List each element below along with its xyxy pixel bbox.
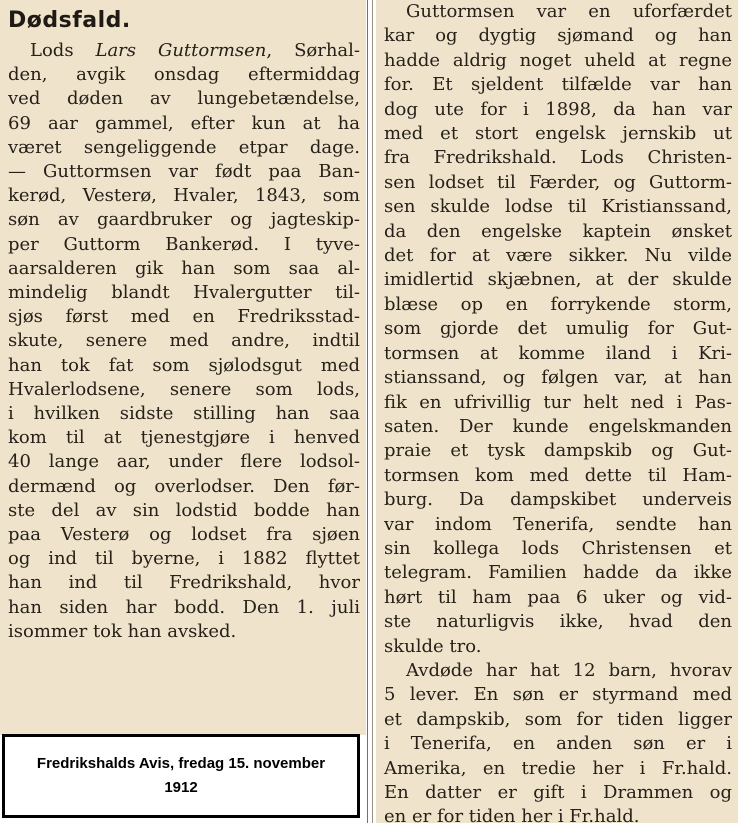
article-headline: Dødsfald. <box>8 8 131 33</box>
text-line: aarsalderen gik han som saa al- <box>8 257 360 279</box>
text-line: imidlertid skjæbnen, at der skulde <box>384 269 732 291</box>
text-line: han ind til Fredrikshald, hvor <box>8 572 360 594</box>
text-line: sin kollega lods Christensen et <box>384 537 732 559</box>
text-line: et dampskib, som for tiden ligger <box>384 708 732 730</box>
text-line: skulde tro. <box>384 635 482 657</box>
text-line: sen skulde lodse til Kristianssand, <box>384 196 732 218</box>
text-line: tormsen kom med dette til Ham- <box>384 464 732 486</box>
text-line: i hvilken sidste stilling han saa <box>8 403 360 425</box>
article-right-column <box>376 0 738 823</box>
text-line: han siden har bodd. Den 1. juli <box>8 596 360 618</box>
text-line: isommer tok han avsked. <box>8 620 237 642</box>
text-line: skute, senere med andre, indtil <box>8 330 360 352</box>
text-line: Amerika, en tredie her i Fr.hald. <box>384 757 732 779</box>
text-line: hørt til ham paa 6 uker og vid- <box>384 586 732 608</box>
text-line: i Tenerifa, en anden søn er i <box>384 733 732 755</box>
text-line: stianssand, og følgen var, at han <box>384 367 732 389</box>
text-line: telegram. Familien hadde da ikke <box>384 562 732 584</box>
text-line: paa Vesterø og lodset fra sjøen <box>8 524 360 546</box>
text-line: saten. Der kunde engelskmanden <box>384 415 732 437</box>
text-line: dog ute for i 1898, da han var <box>384 98 732 120</box>
person-name: Lars Guttormsen <box>95 40 267 61</box>
text-line-end: , Sørhal- <box>266 40 360 61</box>
text-line: været sengeliggende etpar dage. <box>8 136 360 158</box>
text-line: ste naturligvis ikke, hvad den <box>384 611 732 633</box>
text-line: 40 lange aar, under flere lodsol- <box>8 451 360 473</box>
text-line: Hvalerlodsene, senere som lods, <box>8 378 360 400</box>
left-column-text <box>8 39 360 644</box>
text-line: sjøs først med en Fredriksstad- <box>8 306 360 328</box>
text-line: da den engelske kaptein ønsket <box>384 220 732 242</box>
text-line: den, avgik onsdag eftermiddag <box>8 64 360 86</box>
text-line: han tok fat som sjølodsgut med <box>8 354 360 376</box>
text-line-start: Lods <box>30 40 96 61</box>
text-line: som gjorde det umulig for Gut- <box>384 318 732 340</box>
column-divider-inner <box>372 0 373 823</box>
text-line: Guttormsen var en uforfærdet <box>406 1 732 22</box>
column-divider <box>367 0 368 823</box>
right-column-text <box>384 0 732 823</box>
text-line: en er for tiden her i Fr.hald. <box>384 806 640 823</box>
text-line: Avdøde har hat 12 barn, hvorav <box>406 659 732 681</box>
text-line: kerød, Vesterø, Hvaler, 1843, som <box>8 185 360 207</box>
text-line: fik en ufrivillig tur helt ned i Pas- <box>384 391 732 413</box>
text-line: med et stort engelsk jernskib ut <box>384 123 732 145</box>
text-line: søn av gaardbruker og jagteskip- <box>8 209 360 231</box>
text-line: ste del av sin lodstid bodde han <box>8 499 360 521</box>
text-line: praie et tysk dampskib og Gut- <box>384 440 732 462</box>
text-line: det for at være sikker. Nu vilde <box>384 245 732 267</box>
text-line: og ind til byerne, i 1882 flyttet <box>8 548 360 570</box>
text-line: ved døden av lungebetændelse, <box>8 88 360 110</box>
text-line <box>8 39 360 63</box>
text-line: for. Et sjeldent tilfælde var han <box>384 74 732 96</box>
text-line: En datter er gift i Drammen og <box>384 782 732 803</box>
text-line: sen lodset til Færder, og Guttorm- <box>384 171 732 193</box>
text-line: tormsen at komme iland i Kri- <box>384 342 732 364</box>
text-line: var indom Tenerifa, sendte han <box>384 513 732 535</box>
source-caption: Fredrikshalds Avis, fredag 15. november 1912 <box>36 755 326 796</box>
source-caption-box <box>2 734 360 818</box>
text-line: kom til at tjenestgjøre i henved <box>8 427 360 449</box>
text-line: per Guttorm Bankerød. I tyve- <box>8 233 360 255</box>
text-line: blæse op en forrykende storm, <box>384 293 732 315</box>
text-line: burg. Da dampskibet underveis <box>384 489 732 511</box>
text-line: — Guttormsen var født paa Ban- <box>8 161 360 183</box>
text-line: 5 lever. En søn er styrmand med <box>384 684 732 706</box>
text-line: kar og dygtig sjømand og han <box>384 25 732 47</box>
text-line: 69 aar gammel, efter kun at ha <box>8 112 360 134</box>
text-line: fra Fredrikshald. Lods Christen- <box>384 147 732 169</box>
text-line: dermænd og overlodser. Den før- <box>8 475 360 497</box>
text-line: mindelig blandt Hvalergutter til- <box>8 282 360 304</box>
text-line: hadde aldrig noget uheld at regne <box>384 49 732 71</box>
article-left-column <box>0 0 366 735</box>
